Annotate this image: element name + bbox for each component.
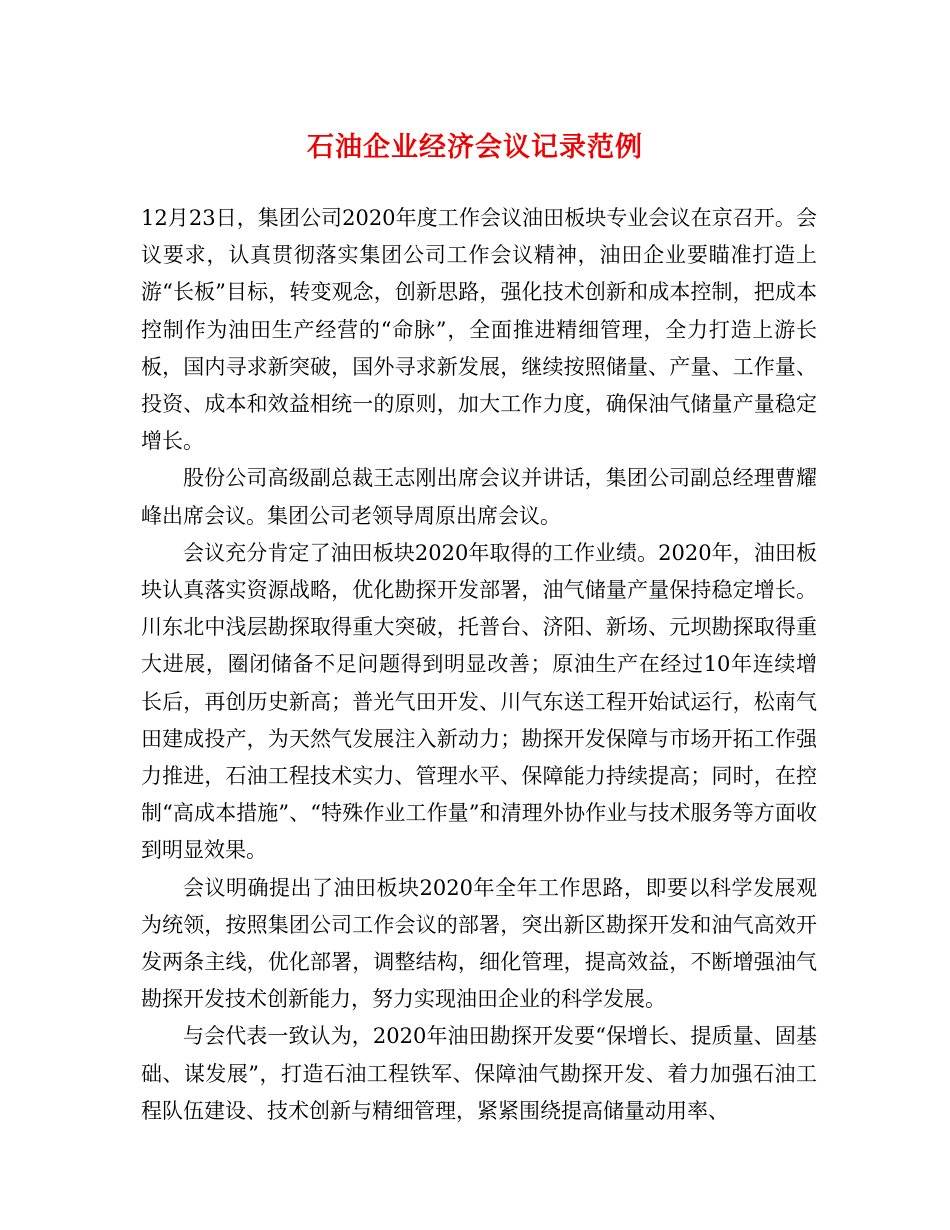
document-body <box>141 200 817 1130</box>
paragraph-5: 与会代表一致认为，2020年油田勘探开发要“保增长、提质量、固基础、谋发展”，打造石油工程铁军、保障油气勘探开发、着力加强石油工程队伍建设、技术创新与精细管理，紧紧围绕提高储量动用率、 <box>141 1024 817 1123</box>
paragraph-4: 会议明确提出了油田板块2020年全年工作思路，即要以科学发展观为统领，按照集团公司工作会议的部署，突出新区勘探开发和油气高效开发两条主线，优化部署，调整结构，细化管理，提高效益，不断增强油气勘探开发技术创新能力，努力实现油田企业的科学发展。 <box>141 875 817 1012</box>
paragraph-1: 12月23日，集团公司2020年度工作会议油田板块专业会议在京召开。会议要求，认真贯彻落实集团公司工作会议精神，油田企业要瞄准打造上游“长板”目标，转变观念，创新思路，强化技术创新和成本控制，把成本控制作为油田生产经营的“命脉”，全面推进精细管理，全力打造上游长板，国内寻求新突破，国外寻求新发展，继续按照储量、产量、工作量、投资、成本和效益相统一的原则，加大工作力度，确保油气储量产量稳定增长。 <box>141 206 817 454</box>
paragraph-2: 股份公司高级副总裁王志刚出席会议并讲话，集团公司副总经理曹耀峰出席会议。集团公司老领导周原出席会议。 <box>141 466 817 528</box>
paragraph-3: 会议充分肯定了油田板块2020年取得的工作业绩。2020年，油田板块认真落实资源战略，优化勘探开发部署，油气储量产量保持稳定增长。川东北中浅层勘探取得重大突破，托普台、济阳、新场、元坝勘探取得重大进展，圈闭储备不足问题得到明显改善；原油生产在经过10年连续增长后，再创历史新高；普光气田开发、川气东送工程开始试运行，松南气田建成投产，为天然气发展注入新动力；勘探开发保障与市场开拓工作强力推进，石油工程技术实力、管理水平、保障能力持续提高；同时，在控制“高成本措施”、“特殊作业工作量”和清理外协作业与技术服务等方面收到明显效果。 <box>141 540 817 863</box>
document-title: 石油企业经济会议记录范例 <box>307 132 643 163</box>
